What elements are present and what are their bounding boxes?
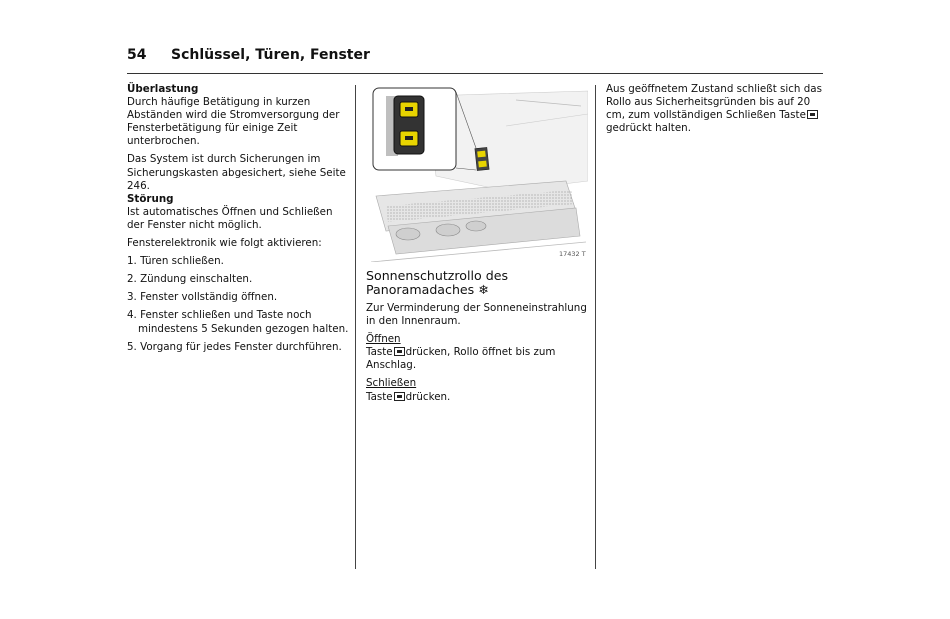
sunroof-open-key-icon — [394, 347, 405, 356]
schliessen-before: Taste — [366, 390, 393, 403]
right-column — [606, 83, 824, 140]
oeffnen-text — [366, 346, 588, 372]
right-text — [606, 83, 824, 135]
oeffnen-after: drücken, Rollo öffnet bis zum Anschlag. — [366, 346, 556, 372]
page-number: 54 — [127, 47, 147, 63]
schliessen-after: drücken. — [405, 390, 451, 403]
middle-column — [366, 269, 588, 409]
column-divider-right — [595, 85, 596, 569]
oeffnen-heading: Öffnen — [366, 333, 401, 346]
sicherung-text: Das System ist durch Sicherungen im Sicherungskasten abgesichert, siehe Seite 246. — [127, 153, 346, 192]
sunroof-close-key-icon — [807, 110, 818, 119]
step-3: 3. Fenster vollständig öffnen. — [127, 291, 278, 304]
schliessen-heading: Schließen — [366, 377, 417, 390]
schliessen-text — [366, 391, 588, 404]
step-1: 1. Türen schließen. — [127, 255, 224, 268]
section-title: Sonnenschutzrollo des Panoramadaches ❄ — [366, 268, 509, 297]
figure-id: 17432 T — [559, 250, 586, 258]
intro-text: Zur Verminderung der Sonneneinstrahlung in den Innenraum. — [366, 302, 587, 328]
right-text-before: Aus geöffnetem Zustand schließt sich das Rollo aus Sicherheitsgründen bis auf 20 cm, zum vollständigen Schließen Taste — [606, 83, 822, 122]
step-4: 4. Fenster schließen und Taste noch mindestens 5 Sekunden gezogen halten. — [127, 309, 349, 335]
step-2: 2. Zündung einschalten. — [127, 273, 253, 286]
ueberlastung-text: Durch häufige Betätigung in kurzen Abständen wird die Stromversorgung der Fensterbetätigung für einige Zeit unterbrochen. — [127, 96, 340, 148]
left-column — [127, 83, 349, 359]
stoerung-heading: Störung — [127, 192, 174, 205]
oeffnen-before: Taste — [366, 346, 393, 359]
aktivieren-text: Fensterelektronik wie folgt aktivieren: — [127, 237, 322, 250]
sunroof-control-illustration — [366, 86, 588, 262]
ueberlastung-heading: Überlastung — [127, 83, 199, 95]
stoerung-text: Ist automatisches Öffnen und Schließen der Fenster nicht möglich. — [127, 205, 333, 231]
right-text-after: gedrückt halten. — [606, 122, 691, 135]
column-divider-left — [355, 85, 356, 569]
header-rule — [127, 73, 823, 74]
sunroof-close-key-icon — [394, 392, 405, 401]
step-5: 5. Vorgang für jedes Fenster durchführen. — [127, 340, 342, 353]
page-title: Schlüssel, Türen, Fenster — [171, 47, 370, 63]
